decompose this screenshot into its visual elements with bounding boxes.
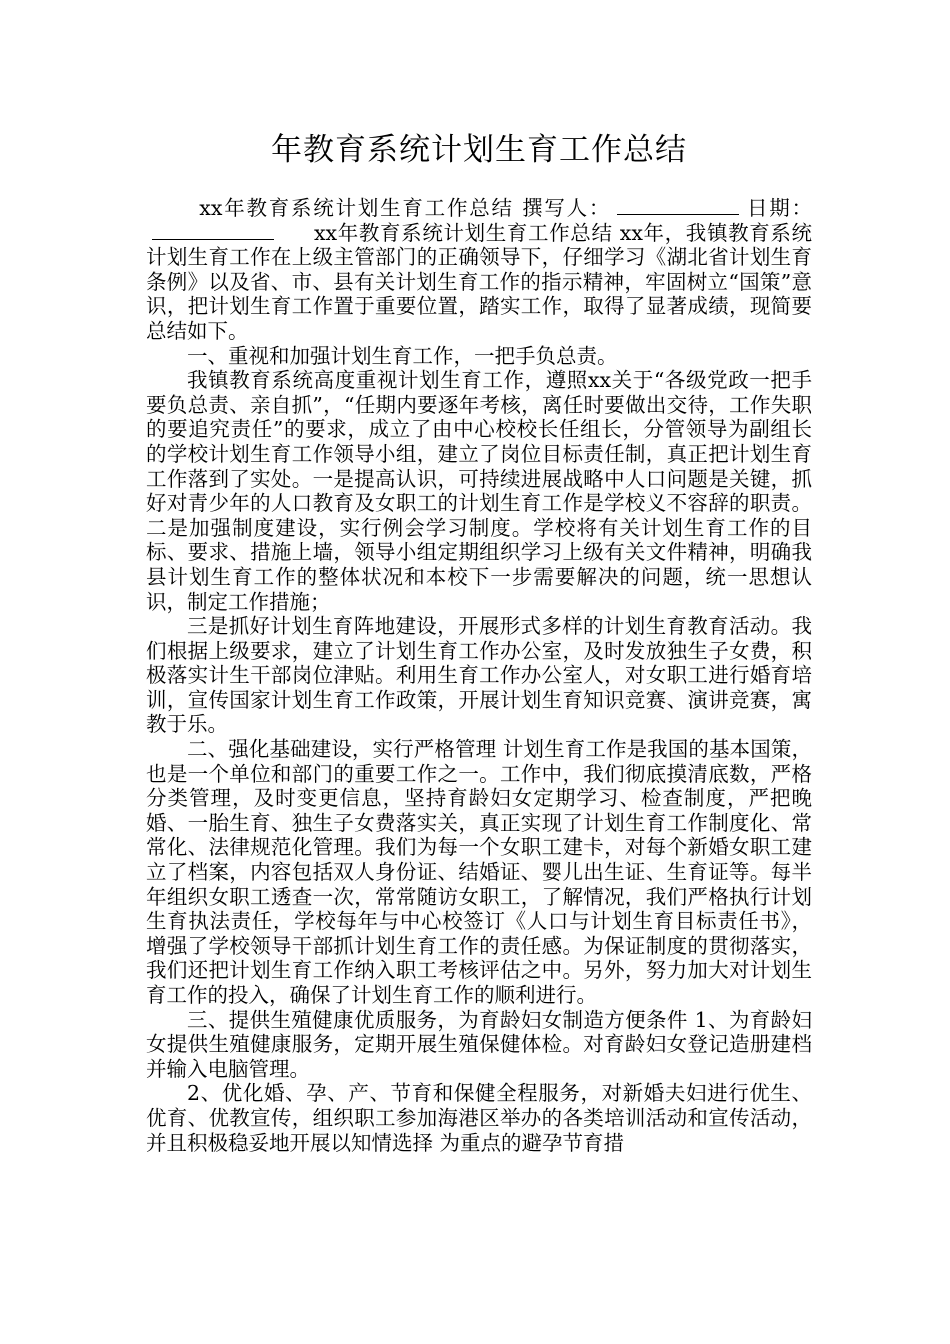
section-3-paragraph: 三、提供生殖健康优质服务，为育龄妇女制造方便条件 1、为育龄妇女提供生殖健康服务，定期开展生殖保健体检。对育龄妇女登记造册建档并输入电脑管理。 [146, 1007, 812, 1081]
document-page [146, 128, 812, 1155]
document-title: 年教育系统计划生育工作总结 [271, 132, 687, 168]
section-1-heading: 一、重视和加强计划生育工作，一把手负总责。 [187, 343, 618, 368]
author-label: 撰写人： [522, 196, 612, 220]
header-paragraph [146, 196, 812, 344]
intro-text: xx年，我镇教育系统计划生育工作在上级主管部门的正确领导下，仔细学习《湖北省计划生育条例》以及省、市、县有关计划生育工作的指示精神，牢固树立“国策”意识，把计划生育工作置于重要位置，踏实工作，取得了显著成绩，现简要总结如下。 [146, 220, 813, 343]
paragraph: 2、优化婚、孕、产、节育和保健全程服务，对新婚夫妇进行优生、优育、优教宣传，组织职工参加海港区举办的各类培训活动和宣传活动，并且积极稳妥地开展以知情选择 为重点的避孕节育措 [146, 1081, 812, 1155]
section-2-paragraph: 二、强化基础建设，实行严格管理 计划生育工作是我国的基本国策，也是一个单位和部门的重要工作之一。工作中，我们彻底摸清底数，严格分类管理，及时变更信息，坚持育龄妇女定期学习、检查制度，严把晚婚、一胎生育、独生子女费落实关，真正实现了计划生育工作制度化、常常化、法律规范化管理。我们为每一个女职工建卡，对每个新婚女职工建立了档案，内容包括双人身份证、结婚证、婴儿出生证、生育证等。每半年组织女职工透查一次，常常随访女职工，了解情况，我们严格执行计划生育执法责任，学校每年与中心校签订《人口与计划生育目标责任书》，增强了学校领导干部抓计划生育工作的责任感。为保证制度的贯彻落实，我们还把计划生育工作纳入职工考核评估之中。另外，努力加大对计划生育工作的投入，确保了计划生育工作的顺利进行。 [146, 737, 812, 1007]
author-blank [617, 196, 739, 215]
doc-name-repeat: xx年教育系统计划生育工作总结 [314, 220, 613, 245]
paragraph: 三是抓好计划生育阵地建设，开展形式多样的计划生育教育活动。我们根据上级要求，建立了计划生育工作办公室，及时发放独生子女费，积极落实计生干部岗位津贴。利用生育工作办公室人，对女职工进行婚育培训，宣传国家计划生育工作政策，开展计划生育知识竞赛、演讲竞赛，寓教于乐。 [146, 614, 812, 737]
paragraph: 我镇教育系统高度重视计划生育工作，遵照xx关于“各级党政一把手要负总责、亲自抓”，“任期内要逐年考核，离任时要做出交待，工作失职的要追究责任”的要求，成立了由中心校校长任组长，分管领导为副组长的学校计划生育工作领导小组，建立了岗位目标责任制，真正把计划生育工作落到了实处。一是提高认识，可持续进展战略中人口问题是关键，抓好对青少年的人口教育及女职工的计划生育工作是学校义不容辞的职责。二是加强制度建设，实行例会学习制度。学校将有关计划生育工作的目标、要求、措施上墙，领导小组定期组织学习上级有关文件精神，明确我县计划生育工作的整体状况和本校下一步需要解决的问题，统一思想认识，制定工作措施； [146, 368, 812, 614]
date-blank [152, 221, 274, 240]
date-label: 日期： [745, 196, 813, 220]
doc-name: xx年教育系统计划生育工作总结 [199, 196, 514, 220]
